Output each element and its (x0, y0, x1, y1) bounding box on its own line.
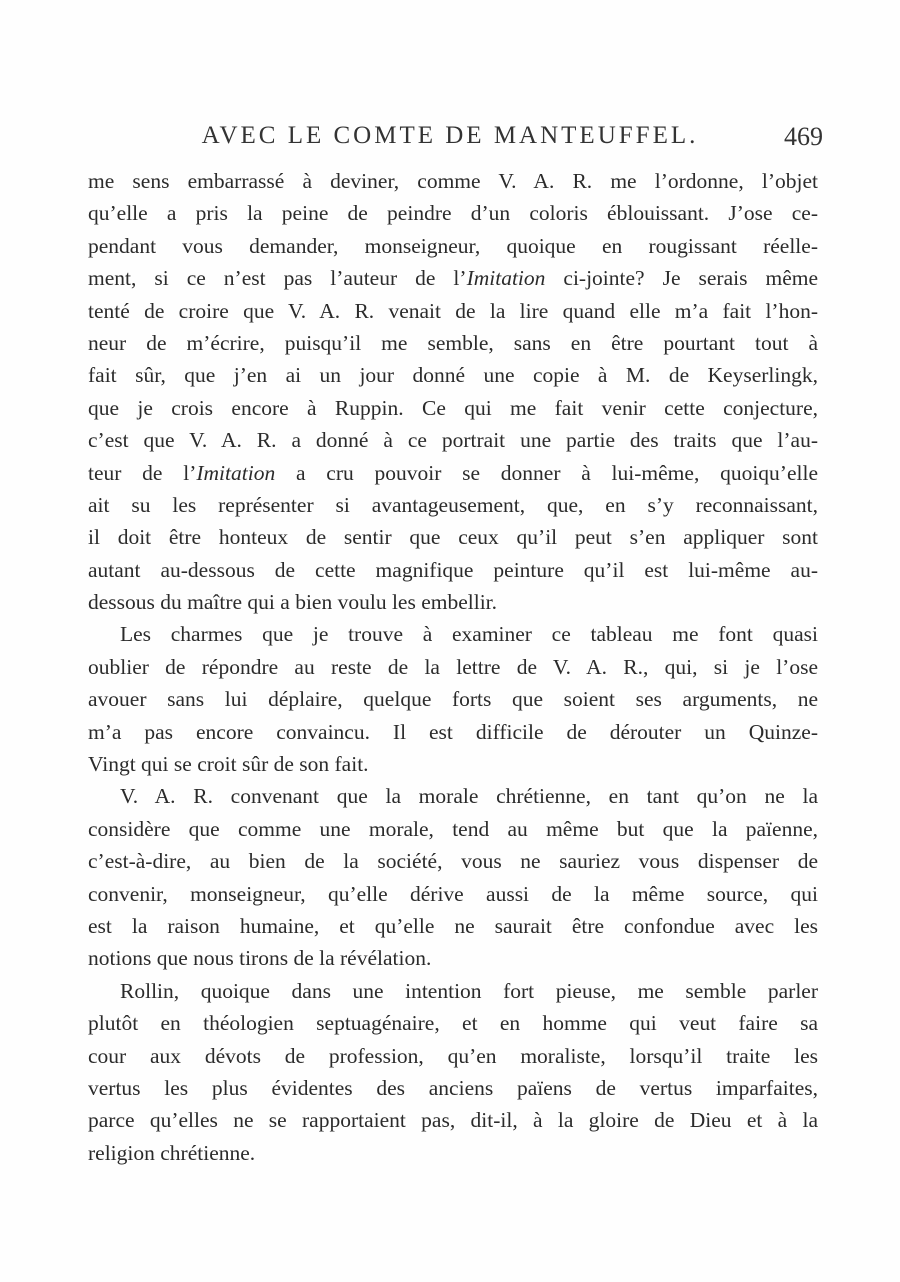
italic-title: Imitation (196, 460, 276, 485)
text-run: ment, si ce n’est pas l’auteur de l’ (88, 266, 467, 291)
text-run: teur de l’ (88, 460, 197, 485)
text-line: me sens embarrassé à deviner, comme V. A. R. me l’ordonne, l’objet (88, 169, 818, 193)
text-line: notions que nous tirons de la révélation. (88, 946, 432, 971)
text-run: a cru pouvoir se donner à lui-même, quoiqu’elle (275, 460, 818, 485)
text-line: parce qu’elles ne se rapportaient pas, dit-il, à la gloire de Dieu et à la (88, 1108, 818, 1133)
text-line: que je crois encore à Ruppin. Ce qui me fait venir cette conjecture, (88, 395, 818, 420)
text-line: religion chrétienne. (88, 1140, 256, 1165)
text-line: est la raison humaine, et qu’elle ne saurait être confondue avec les (88, 913, 818, 938)
text-line: m’a pas encore convaincu. Il est difficile de dérouter un Quinze- (88, 719, 818, 744)
text-line: autant au-dessous de cette magnifique peinture qu’il est lui-même au- (88, 557, 818, 582)
text-line: oublier de répondre au reste de la lettre de V. A. R., qui, si je l’ose (88, 654, 818, 679)
text-line-with-italic (88, 262, 818, 294)
text-line: ait su les représenter si avantageusement, que, en s’y reconnaissant, (88, 492, 818, 517)
text-line: Rollin, quoique dans une intention fort pieuse, me semble parler (120, 978, 818, 1003)
text-line: c’est que V. A. R. a donné à ce portrait une partie des traits que l’au- (88, 428, 818, 453)
text-line: il doit être honteux de sentir que ceux qu’il peut s’en appliquer sont (88, 525, 818, 550)
page-number: 469 (784, 122, 823, 151)
text-line: considère que comme une morale, tend au même but que la païenne, (88, 816, 818, 841)
italic-title: Imitation (466, 266, 546, 291)
text-line-with-italic (88, 457, 818, 489)
text-line: cour aux dévots de profession, qu’en moraliste, lorsqu’il traite les (88, 1043, 818, 1068)
text-line: V. A. R. convenant que la morale chrétienne, en tant qu’on ne la (120, 784, 818, 809)
text-line: tenté de croire que V. A. R. venait de la lire quand elle m’a fait l’hon- (88, 298, 818, 323)
body-text (88, 165, 818, 1169)
text-line: qu’elle a pris la peine de peindre d’un coloris éblouissant. J’ose ce- (88, 201, 818, 226)
text-line: plutôt en théologien septuagénaire, et en homme qui veut faire sa (88, 1011, 818, 1036)
running-title: AVEC LE COMTE DE MANTEUFFEL. (201, 122, 699, 149)
text-line: Les charmes que je trouve à examiner ce tableau me font quasi (120, 622, 818, 647)
text-line: pendant vous demander, monseigneur, quoique en rougissant réelle- (88, 233, 818, 258)
text-line: neur de m’écrire, puisqu’il me semble, sans en être pourtant tout à (88, 330, 818, 355)
text-line: fait sûr, que j’en ai un jour donné une copie à M. de Keyserlingk, (88, 363, 818, 388)
text-line: dessous du maître qui a bien voulu les embellir. (88, 590, 498, 615)
text-line: convenir, monseigneur, qu’elle dérive aussi de la même source, qui (88, 881, 818, 906)
text-line: Vingt qui se croit sûr de son fait. (88, 752, 369, 777)
text-run: ci-jointe? Je serais même (545, 266, 818, 291)
text-line: c’est-à-dire, au bien de la société, vous ne sauriez vous dispenser de (88, 849, 818, 874)
text-line: avouer sans lui déplaire, quelque forts que soient ses arguments, ne (88, 687, 818, 712)
text-line: vertus les plus évidentes des anciens païens de vertus imparfaites, (88, 1075, 818, 1100)
